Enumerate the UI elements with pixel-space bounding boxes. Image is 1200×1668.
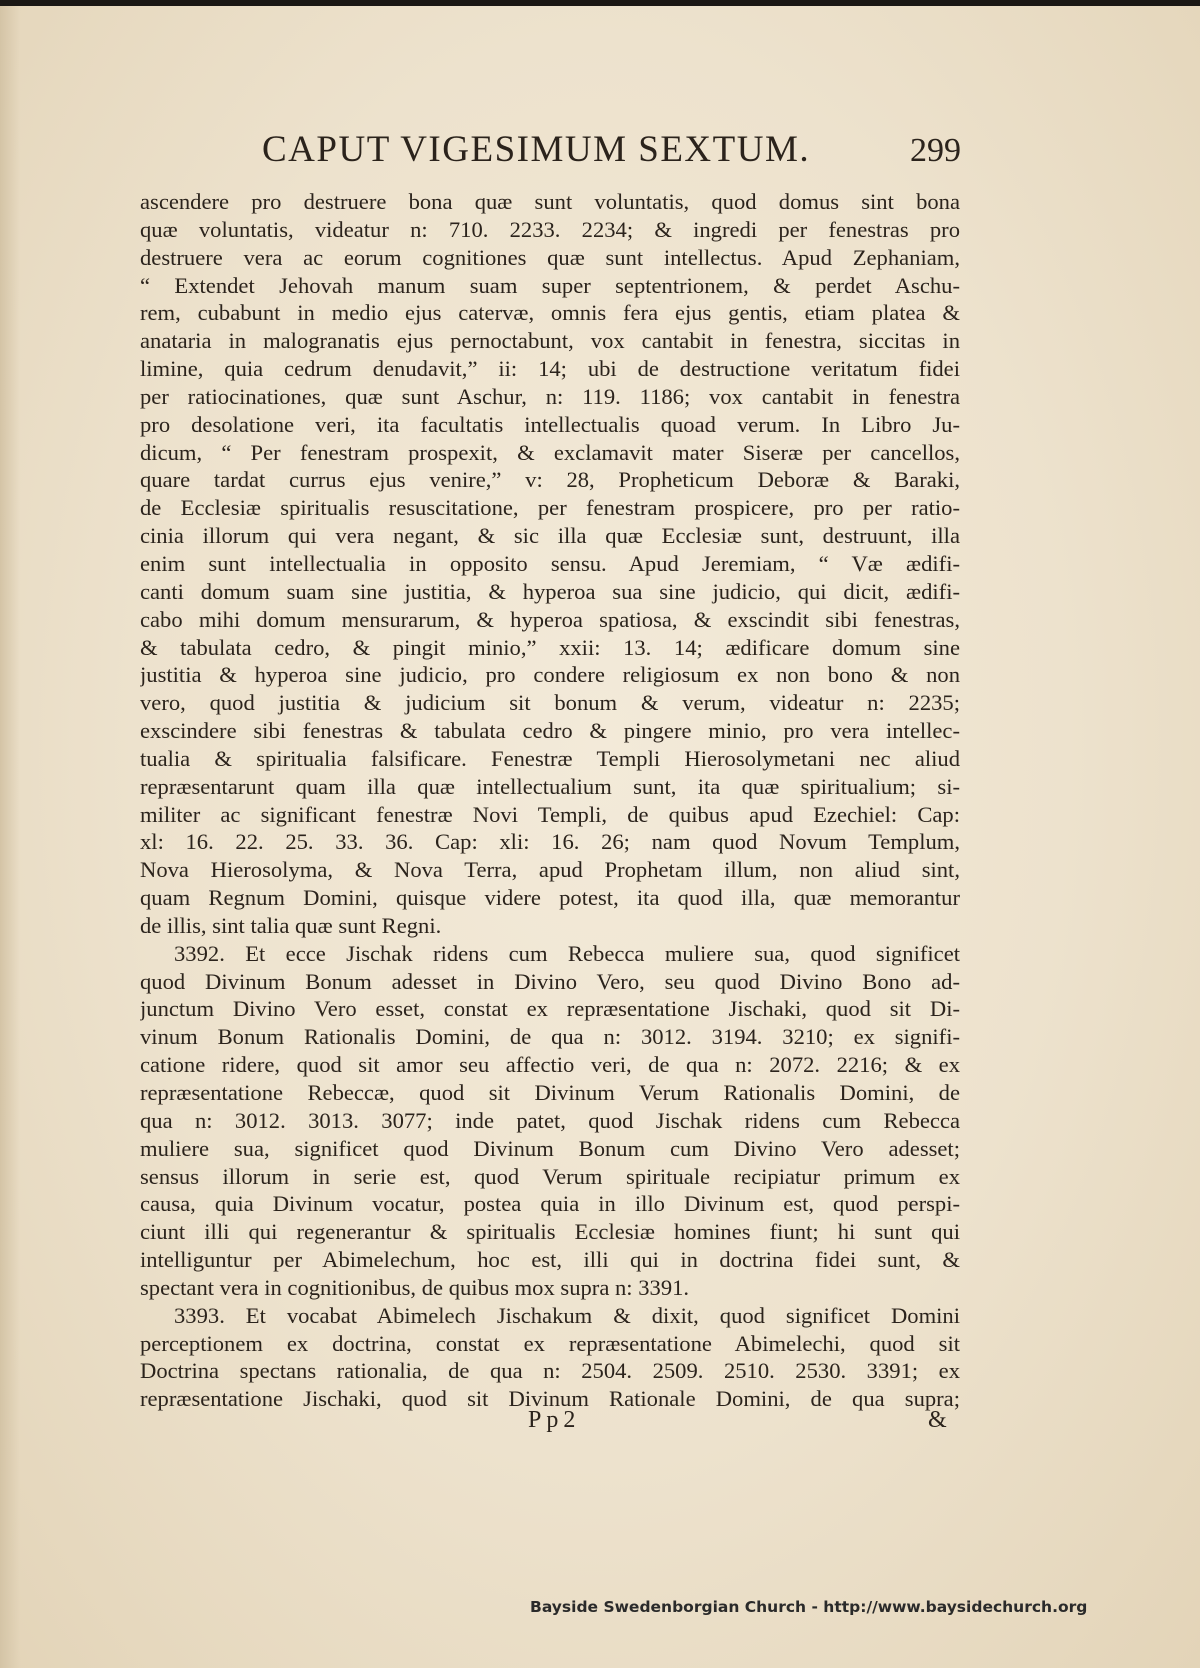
text-line: sensus illorum in serie est, quod Verum spirituale recipiatur primum ex bbox=[140, 1163, 960, 1189]
text-line: justitia & hyperoa sine judicio, pro condere religiosum ex non bono & non bbox=[140, 662, 960, 688]
text-line: quare tardat currus ejus venire,” v: 28, Propheticum Deboræ & Baraki, bbox=[140, 467, 960, 493]
text-line: destruere vera ac eorum cognitiones quæ sunt intellectus. Apud Zephaniam, bbox=[140, 244, 960, 270]
text-line: quod Divinum Bonum adesset in Divino Vero, seu quod Divino Bono ad- bbox=[140, 968, 960, 994]
text-line: ciunt illi qui regenerantur & spiritualis Ecclesiæ homines fiunt; hi sunt qui bbox=[140, 1219, 960, 1245]
text-line: Nova Hierosolyma, & Nova Terra, apud Prophetam illum, non aliud sint, bbox=[140, 857, 960, 883]
text-line: vero, quod justitia & judicium sit bonum & verum, videatur n: 2235; bbox=[140, 690, 960, 716]
text-line: muliere sua, significet quod Divinum Bonum cum Divino Vero adesset; bbox=[140, 1135, 960, 1161]
signature-mark: Pp2 bbox=[528, 1407, 581, 1433]
text-line: vinum Bonum Rationalis Domini, de qua n: 3012. 3194. 3210; ex signifi- bbox=[140, 1024, 960, 1050]
text-line: qua n: 3012. 3013. 3077; inde patet, quod Jischak ridens cum Rebecca bbox=[140, 1107, 960, 1133]
text-line: 3392. Et ecce Jischak ridens cum Rebecca muliere sua, quod significet bbox=[174, 940, 960, 966]
catchword: & bbox=[928, 1407, 947, 1433]
text-line: enim sunt intellectualia in opposito sensu. Apud Jeremiam, “ Væ ædifi- bbox=[140, 550, 960, 576]
text-line: intelliguntur per Abimelechum, hoc est, illi qui in doctrina fidei sunt, & bbox=[140, 1247, 960, 1273]
text-line: junctum Divino Vero esset, constat ex repræsentatione Jischaki, quod sit Di- bbox=[140, 996, 960, 1022]
text-line: repræsentarunt quam illa quæ intellectualium sunt, ita quæ spiritualium; si- bbox=[140, 773, 960, 799]
text-line: catione ridere, quod sit amor seu affectio veri, de qua n: 2072. 2216; & ex bbox=[140, 1052, 960, 1078]
text-line: xl: 16. 22. 25. 33. 36. Cap: xli: 16. 26; nam quod Novum Templum, bbox=[140, 829, 960, 855]
text-line: anataria in malogranatis ejus pernoctabunt, vox cantabit in fenestra, siccitas in bbox=[140, 328, 960, 354]
binding-gutter bbox=[0, 6, 20, 1668]
text-line: pro desolatione veri, ita facultatis intellectualis quoad verum. In Libro Ju- bbox=[140, 411, 960, 437]
text-line: Doctrina spectans rationalia, de qua n: 2504. 2509. 2510. 2530. 3391; ex bbox=[140, 1358, 960, 1384]
text-line: de illis, sint talia quæ sunt Regni. bbox=[140, 912, 442, 938]
page-number: 299 bbox=[910, 132, 961, 169]
text-line: exscindere sibi fenestras & tabulata cedro & pingere minio, pro vera intellec- bbox=[140, 718, 960, 744]
text-line: cabo mihi domum mensurarum, & hyperoa spatiosa, & exscindit sibi fenestras, bbox=[140, 606, 960, 632]
text-line: per ratiocinationes, quæ sunt Aschur, n: 119. 1186; vox cantabit in fenestra bbox=[140, 383, 960, 409]
text-line: tualia & spiritualia falsificare. Fenestræ Templi Hierosolymetani nec aliud bbox=[140, 745, 960, 771]
text-line: 3393. Et vocabat Abimelech Jischakum & dixit, quod significet Domini bbox=[174, 1302, 960, 1328]
text-line: ascendere pro destruere bona quæ sunt voluntatis, quod domus sint bona bbox=[140, 189, 960, 214]
text-line: & tabulata cedro, & pingit minio,” xxii: 13. 14; ædificare domum sine bbox=[140, 634, 960, 660]
text-line: repræsentatione Jischaki, quod sit Divinum Rationale Domini, de qua supra; bbox=[140, 1386, 960, 1412]
page-header bbox=[0, 128, 1200, 178]
text-line: limine, quia cedrum denudavit,” ii: 14; ubi de destructione veritatum fidei bbox=[140, 356, 960, 382]
text-line: rem, cubabunt in medio ejus catervæ, omnis fera ejus gentis, etiam platea & bbox=[140, 300, 960, 326]
text-line: cinia illorum qui vera negant, & sic illa quæ Ecclesiæ sunt, destruunt, illa bbox=[140, 523, 960, 549]
text-line: dicum, “ Per fenestram prospexit, & exclamavit mater Siseræ per cancellos, bbox=[140, 439, 960, 465]
text-line: spectant vera in cognitionibus, de quibus mox supra n: 3391. bbox=[140, 1274, 690, 1300]
text-line: “ Extendet Jehovah manum suam super septentrionem, & perdet Aschu- bbox=[140, 272, 960, 298]
text-line: repræsentatione Rebeccæ, quod sit Divinum Verum Rationalis Domini, de bbox=[140, 1080, 960, 1105]
text-line: canti domum suam sine justitia, & hyperoa sua sine judicio, qui dicit, ædifi- bbox=[140, 578, 960, 604]
text-line: militer ac significant fenestræ Novi Templi, de quibus apud Ezechiel: Cap: bbox=[140, 801, 960, 827]
text-line: de Ecclesiæ spiritualis resuscitatione, per fenestram prospicere, pro per ratio- bbox=[140, 495, 960, 521]
page-top-edge bbox=[0, 0, 1200, 6]
running-title: CAPUT VIGESIMUM SEXTUM. bbox=[262, 129, 811, 170]
source-watermark: Bayside Swedenborgian Church - http://www.baysidechurch.org bbox=[530, 1598, 1088, 1616]
text-line: perceptionem ex doctrina, constat ex repræsentatione Abimelechi, quod sit bbox=[140, 1330, 960, 1356]
body-text bbox=[140, 188, 960, 1413]
text-line: quæ voluntatis, videatur n: 710. 2233. 2234; & ingredi per fenestras pro bbox=[140, 216, 960, 242]
text-line: quam Regnum Domini, quisque videre potest, ita quod illa, quæ memorantur bbox=[140, 885, 960, 911]
text-line: causa, quia Divinum vocatur, postea quia in illo Divinum est, quod perspi- bbox=[140, 1191, 960, 1217]
